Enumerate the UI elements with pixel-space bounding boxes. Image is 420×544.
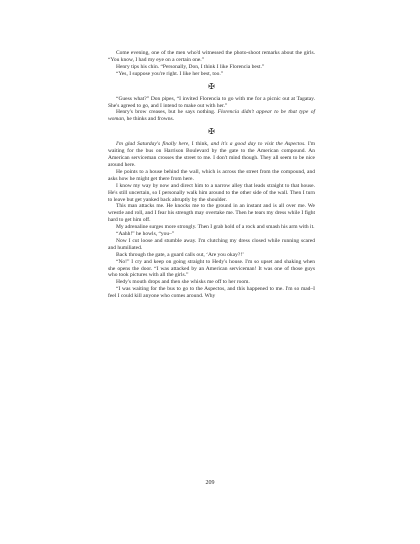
- paragraph: I know my way by now and direct him to a narrow alley that leads straight to that house. He's still uncertain, so I personally walk him around to the other side of the wall. Then I turn to leave but get yanked back abruptly by the shoulder.: [108, 182, 315, 203]
- section-separator-ornament: ✠: [208, 127, 215, 137]
- paragraph: He points to a house behind the wall, which is across the street from the compound, and asks how he might get there from here.: [108, 168, 315, 182]
- paragraph: “Aahh!” he howls, “you–”: [116, 231, 175, 238]
- paragraph: Back through the gate, a guard calls out, ‘Are you okay?!’: [116, 251, 244, 258]
- paragraph: “Yes, I suppose you're right. I like her best, too.”: [116, 70, 224, 77]
- italic-thought: I'm glad Saturday's finally here,: [116, 141, 190, 148]
- section-attack: [108, 141, 315, 300]
- section-photo-shoot: [108, 50, 315, 78]
- paragraph: My adrenaline surges more strongly. Then I grab hold of a rock and smash his arm with it.: [116, 224, 315, 231]
- book-page-body: [108, 50, 315, 300]
- paragraph: “No!” I cry and keep on going straight to Hedy's house. I'm so upset and shaking when she opens the door. “I was attacked by an American serviceman! It was one of those guys who took pictures with all the girls.”: [108, 258, 315, 279]
- paragraph: “Guess what?” Don pipes, “I invited Florencia to go with me for a picnic out at Tagatay. She's agreed to go, and I intend to make out with her.”: [108, 95, 315, 109]
- paragraph: Come evening, one of the men who'd witnessed the photo-shoot remarks about the girls. “You know, I had my eye on a certain one.”: [108, 50, 315, 63]
- section-picnic: [108, 96, 315, 124]
- paragraph-with-italic-thought: I'm glad Saturday's finally here, I think, and it's a good day to visit the Aspectos. I'm waiting for the bus on Harrison Boulevard by the gate to the American compound. An American serviceman crosses the street to me. I don't mind though. They all seem to be nice around here.: [108, 141, 315, 168]
- section-separator-ornament: ✠: [208, 81, 215, 91]
- paragraph: Hedy's mouth drops and then she whisks me off to her room.: [116, 279, 250, 286]
- paragraph: Henry tips his chin. “Personally, Don, I think I like Florencia best.”: [116, 63, 265, 70]
- paragraph: This man attacks me. He knocks me to the ground in an instant and is all over me. We wrestle and roll, and I fear his strength may overtake me. Then he tears my dress while I fight hard to get him off.: [108, 203, 315, 224]
- italic-thought: and it's a good day to visit the Aspectos.: [210, 141, 306, 148]
- paragraph: “I was waiting for the bus to go to the Aspectos, and this happened to me. I'm so mad–I feel I could kill anyone who comes around. Why: [108, 286, 315, 300]
- paragraph: Now I cut loose and stumble away. I'm clutching my dress closed while running scared and humiliated.: [108, 237, 315, 251]
- page-number: 209: [205, 480, 215, 486]
- paragraph-with-italic-thought: Henry's brow creases, but he says nothing. Florencia didn't appear to be that type of woman, he thinks and frowns.: [108, 109, 315, 123]
- italic-thought: Florencia didn't appear to be that type of woman,: [108, 109, 315, 123]
